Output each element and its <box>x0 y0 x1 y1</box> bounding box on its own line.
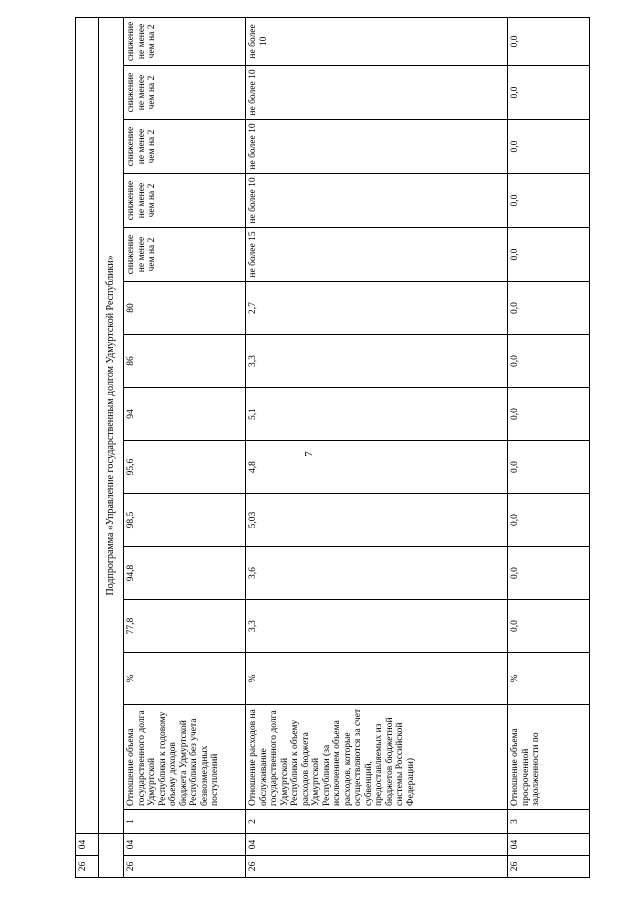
rotated-page <box>75 18 600 878</box>
subprogram-title: Подпрограмма «Управление государственным долгом Удмуртской Республики» <box>99 17 124 833</box>
header-gp: 26 <box>76 856 99 878</box>
unit: % <box>508 653 590 705</box>
indicator-name: Отношение объема государственного долга Удмуртской Республики к годовому объему доходов бюджета Удмуртской Республики без учета безвозмездных поступлений <box>124 705 246 810</box>
unit: % <box>124 653 246 705</box>
header-row <box>76 17 99 877</box>
table-row: 26 04 2 Отношение расходов на обслуживание государственного долга Удмуртской Республики к объему расходов бюджета Удмуртской Республики (за исключением объема расходов, которые осуществляются за счет субвенций, предоставляемых из бюджетов бюджетной системы Российской Федерации) % 3,3 3,6 5,03 4,8 5,1 3,3 2,7 не более 15 не более 10 не более 10 не более 10 не более 10 <box>246 17 508 877</box>
header-pp: 04 <box>76 834 99 856</box>
table-row: 26 04 1 Отношение объема государственного долга Удмуртской Республики к годовому объему доходов бюджета Удмуртской Республики без учета безвозмездных поступлений % 77,8 94,8 98,5 95,6 94 86 80 снижение не менее чем на 2 снижение не менее чем на 2 снижение не менее чем на 2 снижение не менее чем на 2 снижение не менее чем на 2 <box>124 17 246 877</box>
indicator-name: Отношение объема просроченной задолженности по <box>508 705 590 810</box>
subprogram-row <box>99 17 124 877</box>
page-number: 7 <box>302 451 315 457</box>
indicator-name: Отношение расходов на обслуживание государственного долга Удмуртской Республики к объему расходов бюджета Удмуртской Республики (за исключением объема расходов, которые осуществляются за счет субвенций, предоставляемых из бюджетов бюджетной системы Российской Федерации) <box>246 705 508 810</box>
unit: % <box>246 653 508 705</box>
indicators-table <box>75 17 590 878</box>
table-row: 26 04 3 Отношение объема просроченной задолженности по % 0,0 0,0 0,0 0,0 0,0 0,0 0,0 0,0 0,0 0,0 0,0 0,0 <box>508 17 590 877</box>
